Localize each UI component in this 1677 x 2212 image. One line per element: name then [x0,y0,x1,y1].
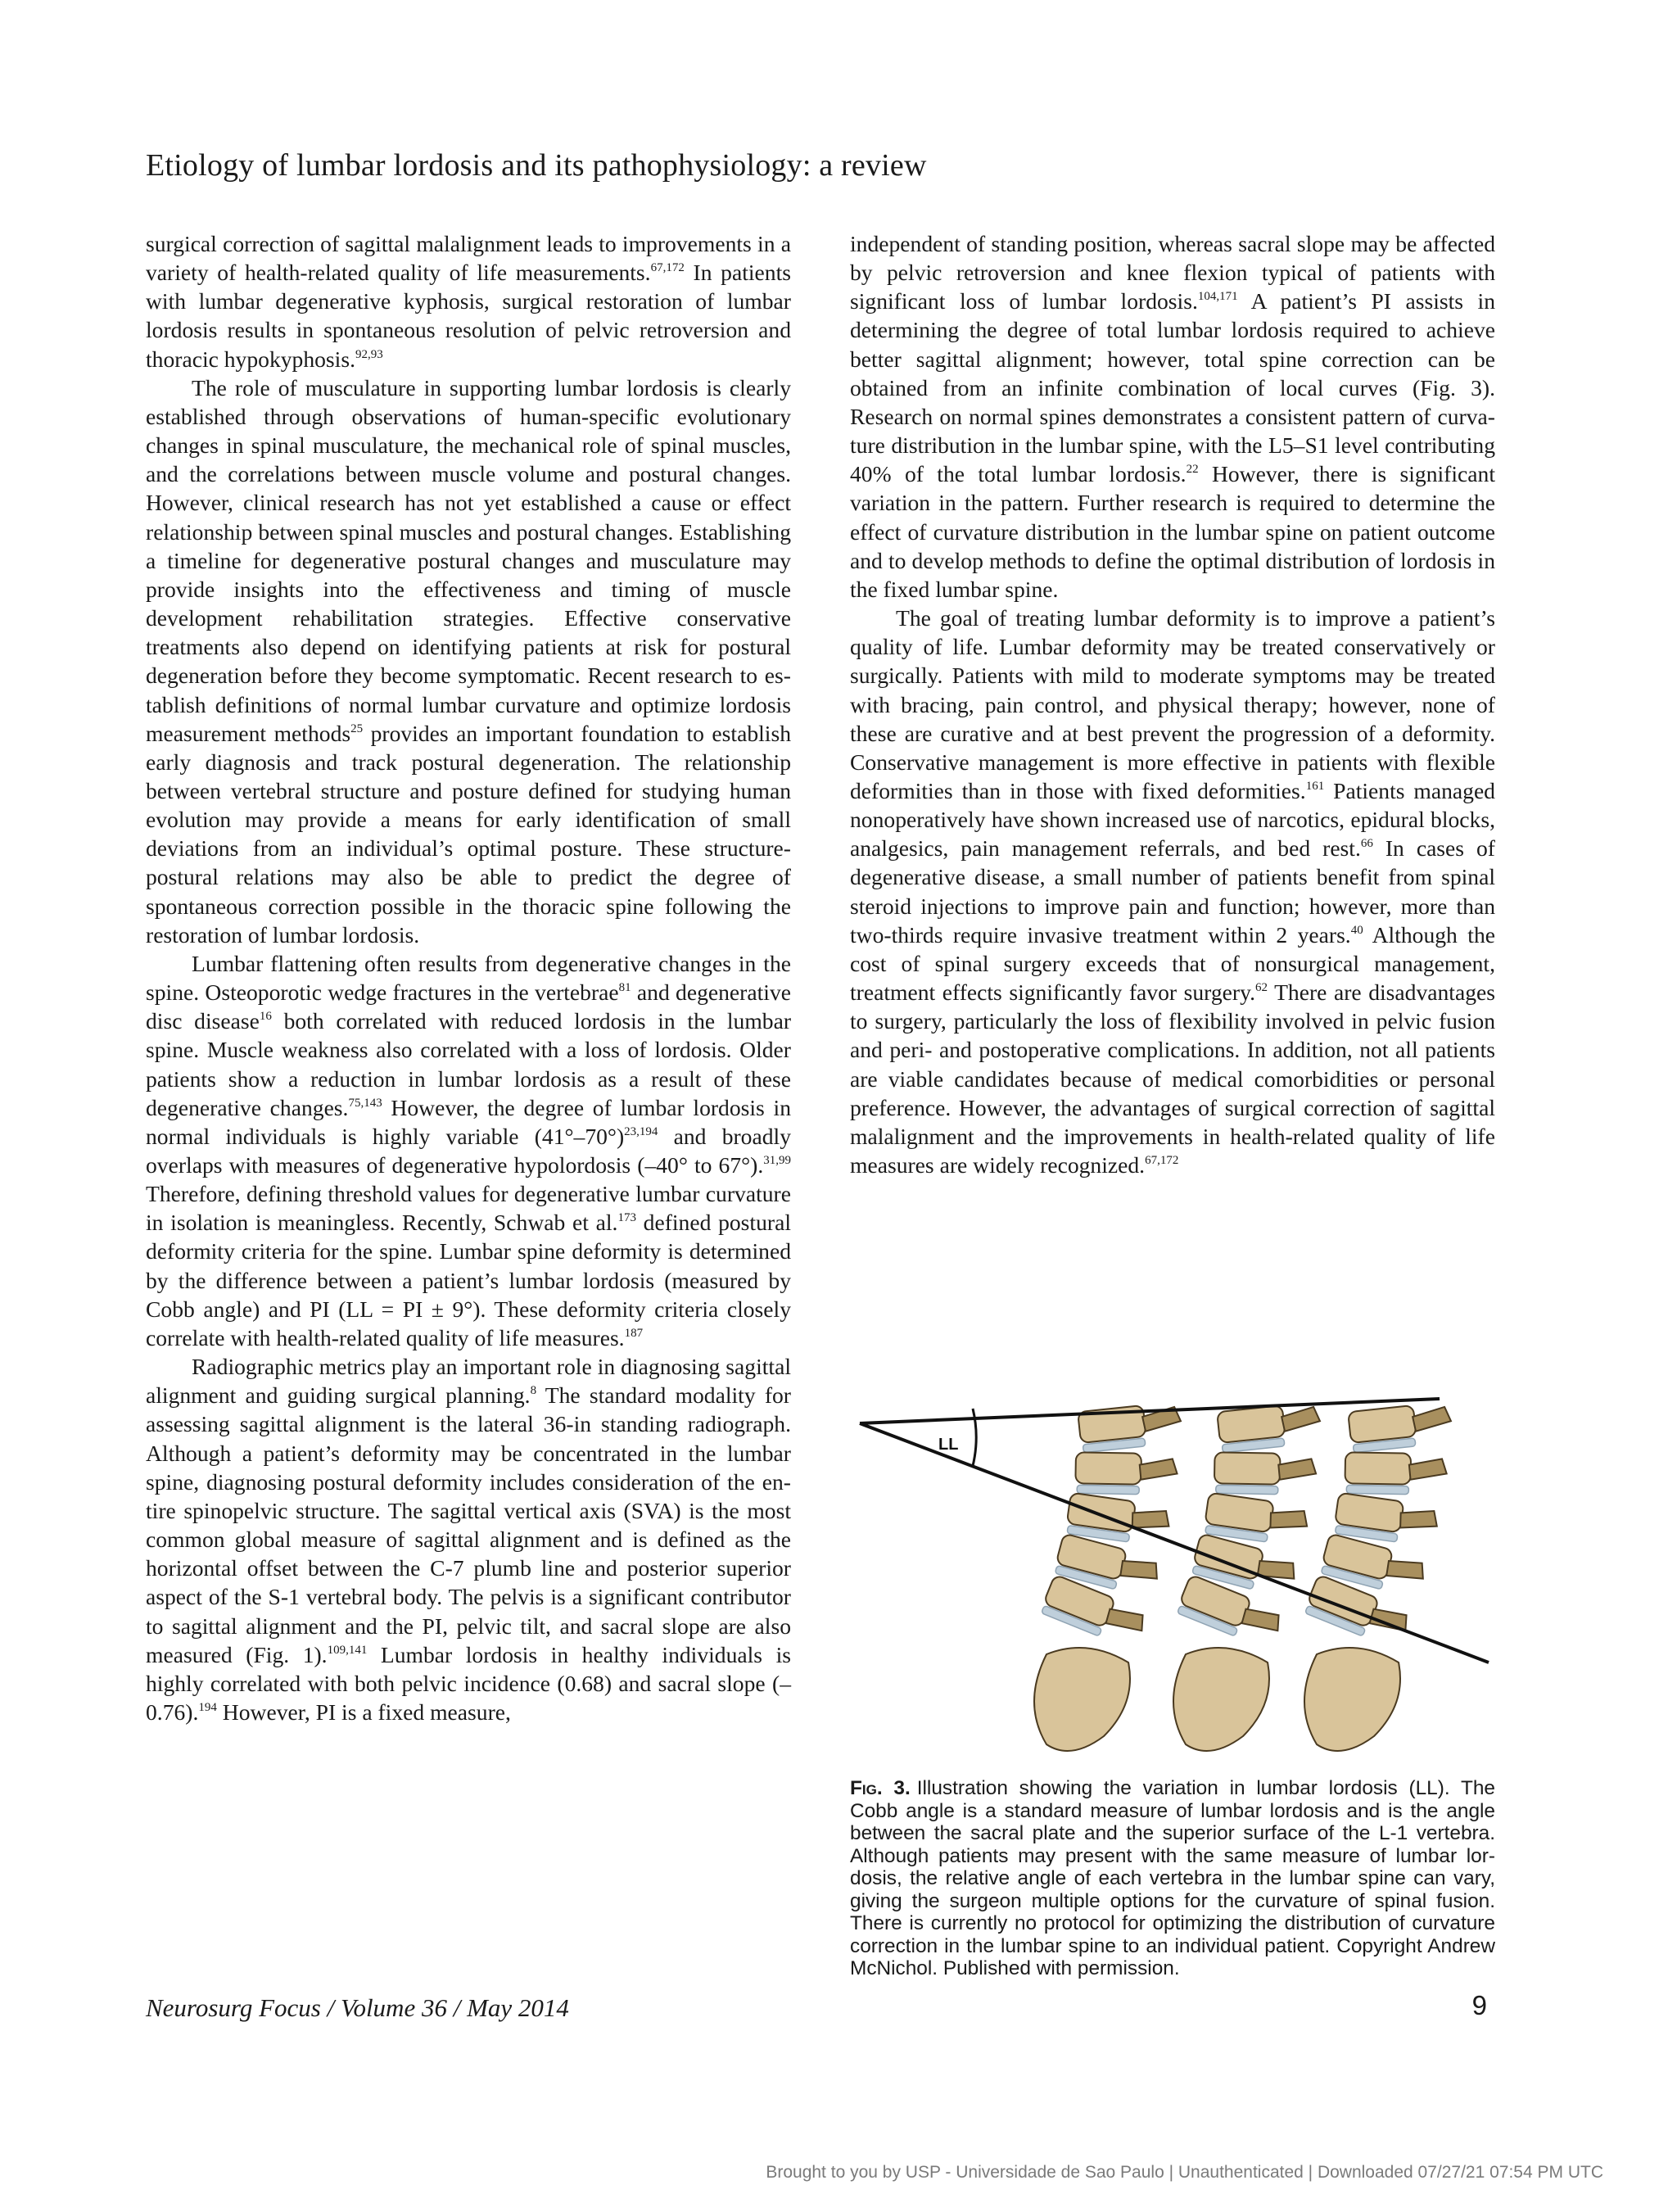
spinous-process [1268,1506,1309,1532]
citation-ref: 23,194 [624,1124,658,1138]
spinous-process [1412,1406,1451,1432]
paragraph: Lumbar flattening often results from degenerative changes in the spine. Osteoporotic wedge fractures in the vertebrae$^{81}$ and degenerative disc disease$^{16}$ both correlated with reduced lordosis in the lumbar spine. Muscle weakness also correlated with a loss of lordosis. Older patients show a reduction in lumbar lordosis as a result of these degenerative changes.$^{75,143}$ However, the degree of lumbar lordosis in normal individuals is highly variable $(41^\circ-70^\circ)^{23,194}$ and broadly overlaps with measures of degenerative hypolordosis (–40° to 67°).$^{31,99}$ Therefore, defining threshold values for degenerative lumbar curvature in isolation is meaningless. Recently, Schwab et al.$^{173}$ defined postural deformity criteria for the spine. Lumbar spine deformity is determined by the difference between a patient’s lumbar lordosis (measured by Cobb angle) and PI (LL = PI ± 9°). These deformity criteria closely correlate with health-related quality of life measures.$^{187}$ [146,950,792,1350]
citation-ref: 8 [530,1384,537,1398]
figure-caption [850,1777,1495,1980]
figure-label: Fig. 3. [850,1777,911,1799]
vertebra [1040,1574,1150,1650]
citation-ref: 104,171 [1197,290,1238,304]
citation-ref: 187 [624,1326,644,1340]
lumbar-spine-3 [1304,1401,1453,1751]
paragraph: The goal of treating lumbar deformity is to improve a patient’s quality of life. Lumbar deformity may be treated conservatively or surgically. Patients with mild to moderate symptoms may be treated with bracing, pain control, and physical therapy; however, none of these are curative and at best prevent the progression of a deformity. Conservative management is more effective in patients with flexible deformities than in those with fixed deformities.$^{161}$ Patients managed nonoperatively have shown increased use of narcotics, epidural blocks, analgesics, pain management referrals, and bed rest.$^{66}$ In cases of degenerative disease, a small number of patients benefit from spinal steroid injections to improve pain and function; however, more than two-thirds require invasive treatment within 2 years.$^{40}$ Although the cost of spinal surgery exceeds that of nonsurgical management, treatment effects significantly favor surgery.$^{62}$ There are disadvantages to surgery, particularly the loss of flexibility involved in pelvic fusion and peri- and postoperative complications. In addition, not all patients are viable candidates because of medical comorbidities or personal preference. However, the advantages of surgical correction of sagittal malalignment and the improvements in health-related quality of life measures are widely recognized.$^{67,172}$ [850,605,1496,1178]
citation-ref: 25 [350,722,364,735]
vertebra [1345,1452,1447,1495]
spinous-process [1278,1459,1316,1481]
citation-ref: 81 [618,981,631,995]
vertebra [1214,1452,1317,1495]
citation-ref: 66 [1360,837,1373,851]
journal-info: Neurosurg Focus / Volume 36 / May 2014 [146,1993,569,2022]
vertebra [1348,1401,1453,1453]
spinous-process [1139,1459,1177,1481]
page-number: 9 [1471,1990,1487,2020]
spinous-process [1409,1459,1447,1481]
right-column [850,229,1495,1179]
citation-ref: 67,172 [650,261,685,275]
vertebral-body [1345,1452,1411,1484]
citation-ref: 40 [1350,923,1363,937]
download-note: Brought to you by USP - Universidade de Sao Paulo | Unauthenticated | Downloaded 07/27/21 07:54 PM UTC [766,2163,1603,2182]
vertebra [1217,1401,1322,1453]
vertebra [1176,1574,1286,1650]
vertebra [1075,1452,1178,1495]
citation-ref: 109,141 [327,1643,368,1657]
citation-ref: 194 [198,1700,217,1714]
vertebral-body [1217,1405,1286,1443]
citation-ref: 67,172 [1145,1154,1179,1167]
paragraph: surgical correction of sagittal malalignment leads to improvements in a variety of health-related quality of life measurements.$^{67,172}$ In patients with lumbar degenerative kyphosis, surgical restoration of lumbar lordosis results in spontaneous resolution of pelvic retroversion and thoracic hypokyphosis.$^{92,93}$ [146,231,792,372]
paragraph: independent of standing position, whereas sacral slope may be affected by pelvic retroversion and knee flexion typical of patients with significant loss of lumbar lordosis.$^{104,171}$ A patient’s PI assists in determining the degree of total lumbar lordosis required to achieve better sagittal alignment; however, total spine correction can be obtained from an infinite combination of local curves (Fig. 3). Research on normal spines demonstrates a consistent pattern of curvature distribution in the lumbar spine, with the L5–S1 level contributing 40% of the total lumbar lordosis.$^{22}$ However, there is significant variation in the pattern. Further research is required to determine the effect of curvature distribution in the lumbar spine on patient outcome and to develop methods to define the optimal distribution of lordosis in the fixed lumbar spine. [850,231,1495,602]
vertebral-body [1348,1405,1417,1443]
sacrum [1034,1648,1130,1751]
spinous-process [1399,1506,1439,1532]
vertebral-body [1075,1452,1141,1484]
intervertebral-disc [1346,1485,1408,1494]
citation-ref: 75,143 [348,1096,382,1110]
citation-ref: 22 [1186,463,1199,477]
spine-illustration [850,1392,1505,1769]
figure-lumbar-spines [850,1392,1505,1769]
citation-ref: 92,93 [355,347,383,361]
vertebral-body [1214,1452,1281,1484]
paragraph: Radiographic metrics play an important role in diagnosing sagittal alignment and guiding surgical planning.$^8$ The standard modality for assessing sagittal alignment is the lateral 36-in standing radiograph. Although a patient’s deformity may be concentrated in the lumbar spine, diagnosing postural deformity includes consideration of the entire spinopelvic structure. The sagittal vertical axis (SVA) is the most common global measure of sagittal alignment and is defined as the horizontal offset between the C-7 plumb line and posterior superior aspect of the S-1 vertebral body. The pelvis is a significant contributor to sagittal alignment and the PI, pelvic tilt, and sacral slope are also measured (Fig. 1).$^{109,141}$ Lumbar lordosis in healthy individuals is highly correlated with both pelvic incidence (0.68) and sacral slope (–0.76).$^{194}$ However, PI is a fixed measure, [146,1354,791,1725]
cobb-angle-arc [973,1409,976,1466]
lumbar-spine-2 [1173,1401,1322,1751]
citation-ref: 16 [259,1010,272,1024]
paragraph: The role of musculature in supporting lumbar lordosis is clearly established through observations of human-specific evolutionary changes in spinal musculature, the mechanical role of spinal muscles, and the correlations between muscle volume and postural changes. However, clinical research has not yet established a cause or effect relationship between spinal muscles and postural changes. Establishing a timeline for degenerative postural changes and musculature may provide insights into the effectiveness and timing of muscle development rehabilitation strategies. Effective conservative treatments also depend on identifying patients at risk for postural degeneration before they become symptomatic. Recent research to establish definitions of normal lumbar curvature and optimize lordosis measurement methods$^{25}$ provides an important foundation to establish early diagnosis and track postural degeneration. The relationship between vertebral structure and posture defined for studying human evolution may provide a means for early identification of small deviations from an individual’s optimal posture. These structure-postural relations may also be able to predict the degree of spontaneous correction possible in the thoracic spine following the restoration of lumbar lordosis. [146,374,791,948]
left-column [146,229,791,1726]
sacrum [1173,1648,1269,1751]
citation-ref: 161 [1305,779,1325,793]
spine-group [1034,1401,1453,1751]
intervertebral-disc [1077,1485,1139,1494]
intervertebral-disc [1216,1485,1278,1494]
spinous-process [1281,1406,1320,1432]
lumbar-spine-1 [1034,1401,1183,1751]
ll-angle-label: LL [938,1436,959,1454]
citation-ref: 62 [1255,981,1268,995]
citation-ref: 31,99 [763,1154,791,1167]
sacrum [1304,1648,1400,1751]
citation-ref: 173 [617,1211,636,1225]
caption-text: Illustration showing the variation in lumbar lordosis (LL). The Cobb angle is a standard measure of lumbar lordosis and is the angle between the sacral plate and the superior surface of the L-1 vertebra. Although patients may present with the same measure of lumbar lordosis, the relative angle of each vertebra in the lumbar spine can vary, giving the surgeon multiple options for the curvature of spinal fusion. There is currently no protocol for optimizing the distribution of curvature correction in the lumbar spine to an individual patient. Copyright Andrew McNichol. Published with permission. [850,1777,1495,1979]
running-title: Etiology of lumbar lordosis and its pathophysiology: a review [146,148,927,183]
